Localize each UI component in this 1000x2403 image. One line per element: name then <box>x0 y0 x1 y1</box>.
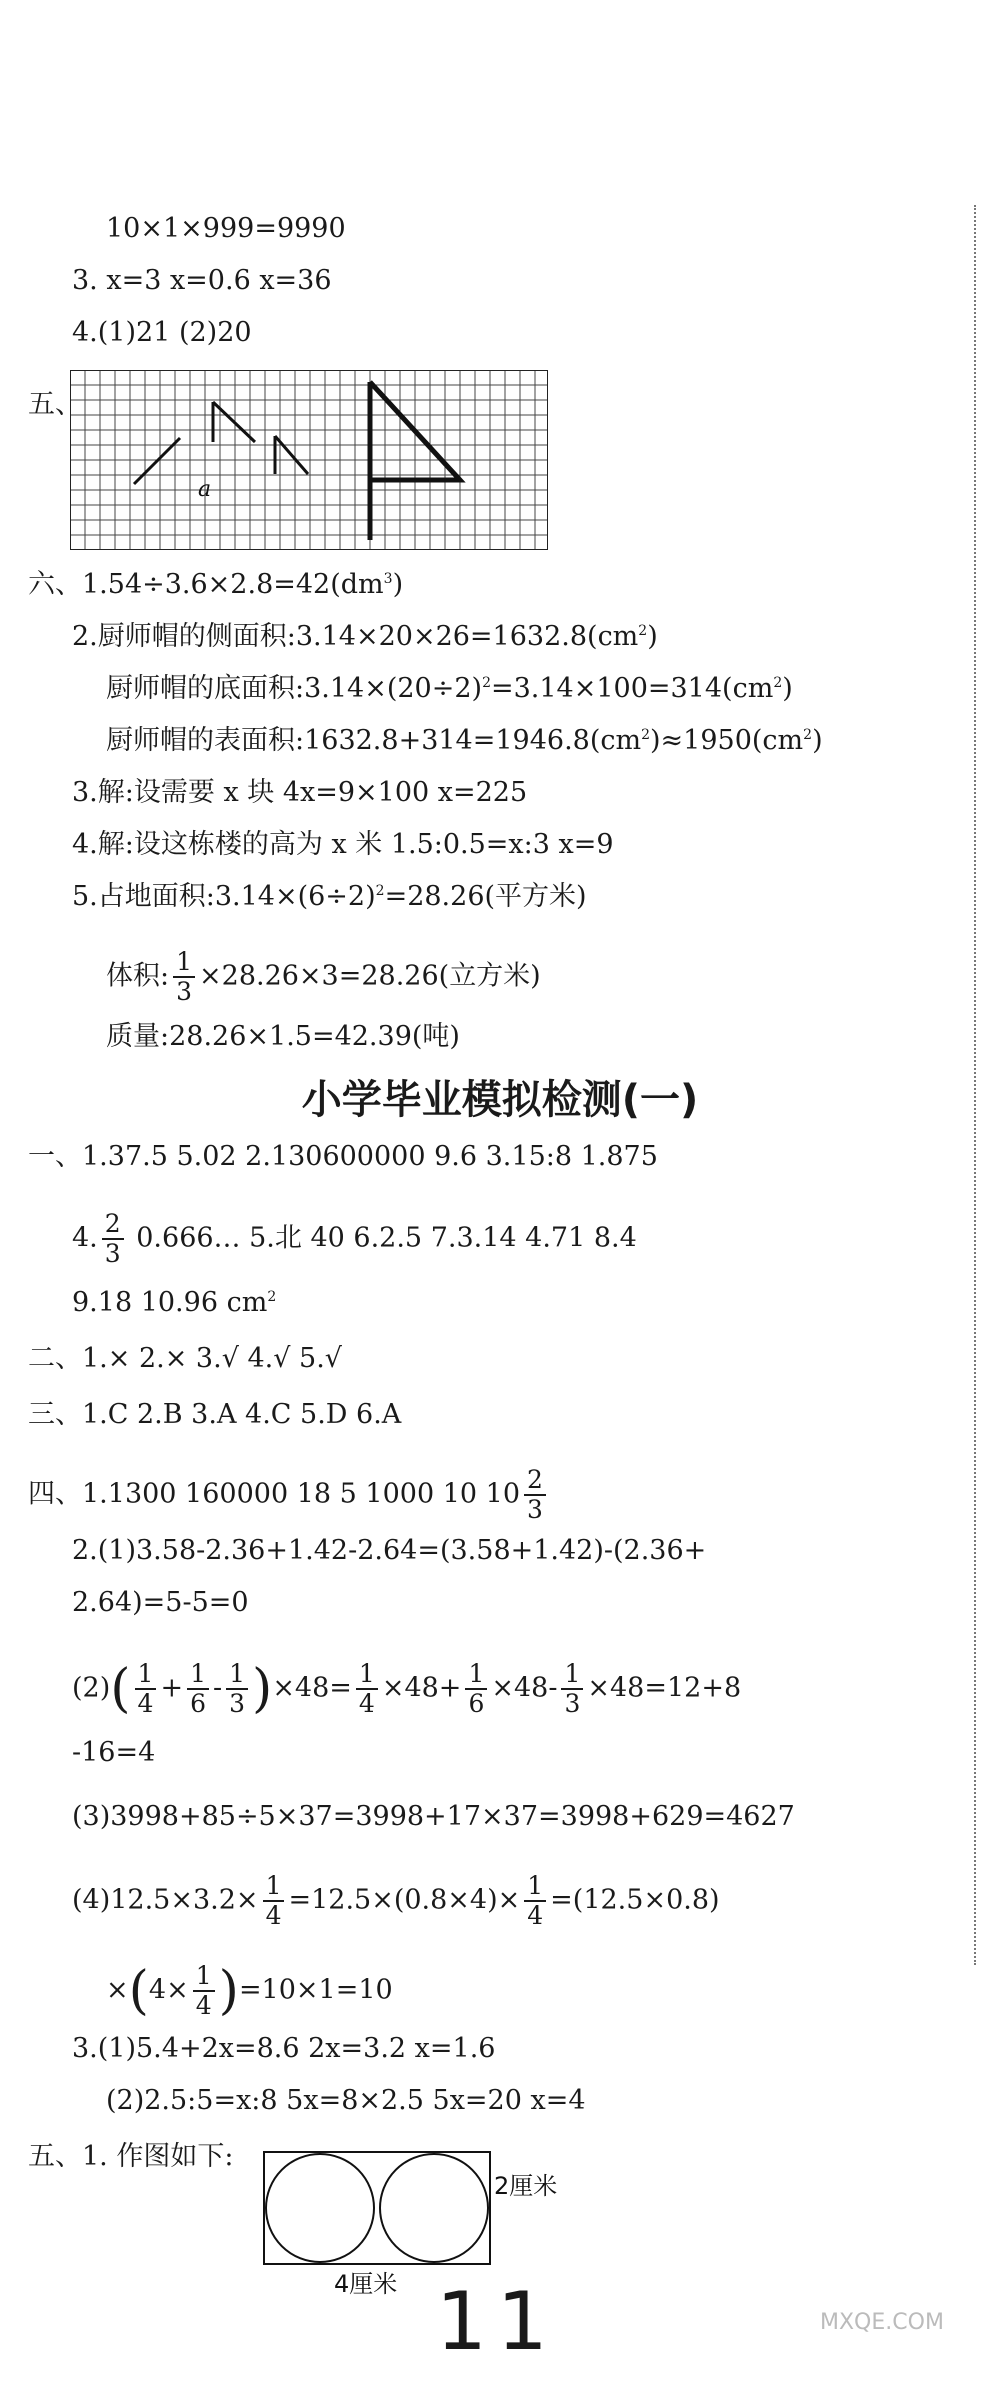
answer-line-6: 六、$1.54\div 3.6\times 2.8=42(dm^3)$ <box>28 569 404 600</box>
answer-line-12: 5.占地面积$:3.14\times(6\div 2)^2=28.26$(平方米) <box>72 881 587 912</box>
answer-line-s11: (3)3998+85÷5×37=3998+17×37=3998+629=4627 <box>72 1801 795 1832</box>
answer-line-s8: 2.64)=5-5=0 <box>72 1587 249 1618</box>
page-title: 小学毕业模拟检测(一) <box>301 1077 699 1123</box>
figure-width-label: 4厘米 <box>334 2270 398 2298</box>
answer-line-7: 2.厨师帽的侧面积$:3.14\times 20\times 26=1632.8(cm^2)$ <box>72 621 658 652</box>
answer-line-3: 4.(1)21 (2)20 <box>72 317 252 348</box>
answer-line-s12: (4)12.5×3.2× $\frac{1}{4}$ =12.5×(0.8×4)× $\frac{1}{4}$ =(12.5×0.8) <box>72 1871 720 1930</box>
answer-line-s6: 四、1.1300 160000 18 5 1000 10 10 $\frac{2}{3}$ <box>28 1466 550 1524</box>
answer-line-s16: 五、1. 作图如下: <box>28 2141 234 2172</box>
answer-line-s9: (2)( $\frac{1}{4}$ + $\frac{1}{6}$ - $\frac{1}{3}$ )×48= $\frac{1}{4}$ ×48+ $\frac{1}{6}$ ×48- $\frac{1}{3}$ ×48=12+8 <box>72 1659 742 1719</box>
answer-line-10: 3.解:设需要 x 块 4x=9×100 x=225 <box>72 777 528 808</box>
answer-line-s13: ×(4× $\frac{1}{4}$ )=10×1=10 <box>106 1961 393 2021</box>
answer-line-s14: 3.(1)5.4+2x=8.6 2x=3.2 x=1.6 <box>72 2033 496 2064</box>
answer-line-13: 体积: $\frac{1}{3}$ ×28.26×3=28.26(立方米) <box>106 947 541 1006</box>
answer-line-8: 厨师帽的底面积$:3.14\times(20\div 2)^2=3.14\times 100=314(cm^2)$ <box>106 673 793 704</box>
watermark: MXQE.COM <box>820 2310 944 2335</box>
figure-line-b <box>213 402 255 442</box>
answer-line-9: 厨师帽的表面积$:1632.8+314=1946.8(cm^2)\approx 1950(cm^2)$ <box>106 725 823 756</box>
answer-line-14: 质量:28.26×1.5=42.39(吨) <box>106 1021 460 1052</box>
answer-line-1: 10×1×999=9990 <box>106 213 346 244</box>
answer-line-s2: 4. $\frac{2}{3}$ 0.666… 5.北 40 6.2.5 7.3.14 4.71 8.4 <box>72 1209 637 1268</box>
figure-height-label: 2厘米 <box>494 2172 558 2200</box>
answer-line-11: 4.解:设这栋楼的高为 x 米 1.5:0.5=x:3 x=9 <box>72 829 614 860</box>
answer-line-s4: 二、1.× 2.× 3.√ 4.√ 5.√ <box>28 1343 342 1374</box>
answer-line-s15: (2)2.5:5=x:8 5x=8×2.5 5x=20 x=4 <box>106 2085 586 2116</box>
grid-drawing <box>70 370 548 550</box>
answer-line-s5: 三、1.C 2.B 3.A 4.C 5.D 6.A <box>28 1399 402 1430</box>
answer-line-s10: -16=4 <box>72 1737 156 1768</box>
section-wu-label: 五、 <box>28 389 82 420</box>
answer-line-2: 3. x=3 x=0.6 x=36 <box>72 265 332 296</box>
grid-label-a: a <box>198 477 212 502</box>
answer-line-s3: 9.18 10.96 $cm^2$ <box>72 1287 277 1318</box>
page-number: 11 <box>436 2275 558 2368</box>
answer-line-s7: 2.(1)3.58-2.36+1.42-2.64=(3.58+1.42)-(2.36+ <box>72 1535 707 1566</box>
answer-line-s1: 一、1.37.5 5.02 2.130600000 9.6 3.15:8 1.875 <box>28 1141 658 1172</box>
